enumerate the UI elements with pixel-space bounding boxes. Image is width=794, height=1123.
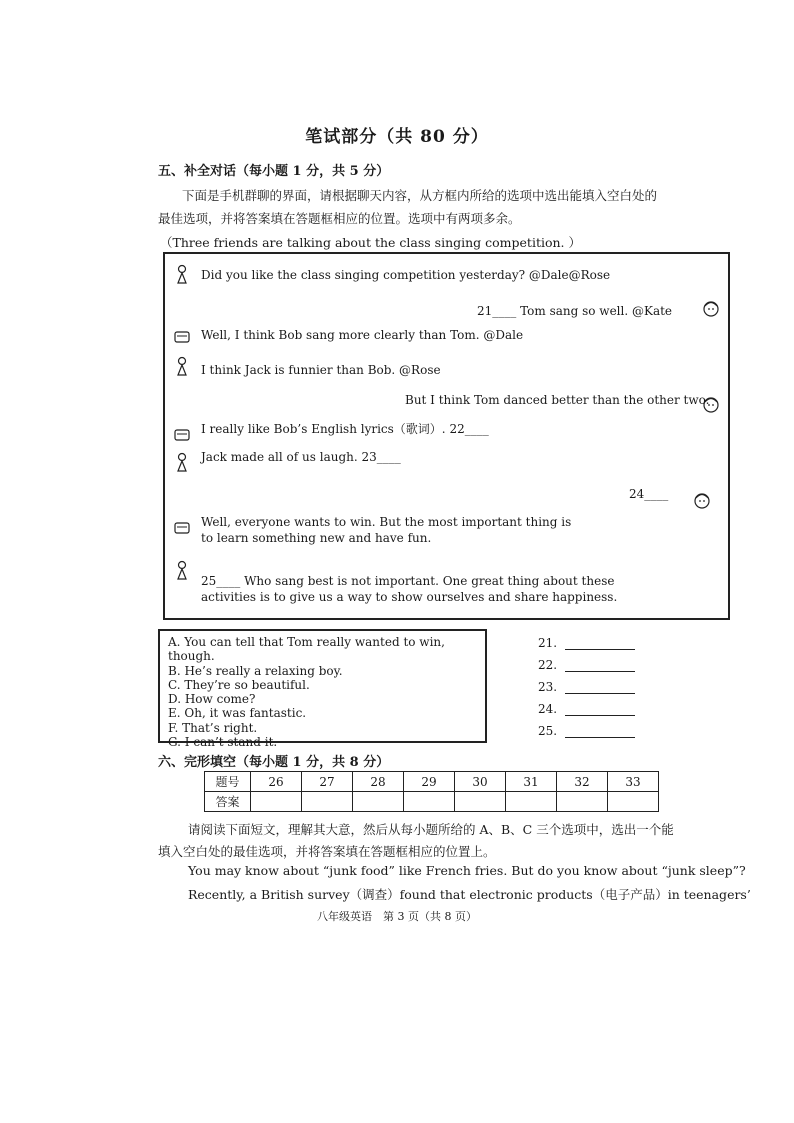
answer-label: 23. [538, 680, 558, 694]
option-d: D. How come? [168, 692, 256, 707]
section-6-instruction-line-2: 填入空白处的最佳选项，并将答案填在答题框相应的位置上。 [158, 844, 496, 859]
grid-row-head: 答案 [205, 792, 251, 812]
grid-number: 26 [251, 772, 302, 792]
answer-row-24 [538, 702, 635, 716]
answer-blank-23[interactable] [565, 693, 635, 694]
option-a: A. You can tell that Tom really wanted to win, though. [168, 635, 445, 664]
option-c: C. They’re so beautiful. [168, 677, 310, 692]
person-dale-icon [173, 326, 191, 346]
chat-message: Well, I think Bob sang more clearly than Tom. @Dale [201, 328, 524, 342]
chat-message: Well, everyone wants to win. But the most important thing is [201, 515, 572, 529]
page-footer: 八年级英语 第 3 页（共 8 页） [317, 910, 477, 923]
grid-answer-cell[interactable] [353, 792, 404, 812]
grid-number: 27 [302, 772, 353, 792]
chat-message: Jack made all of us laugh. 23____ [201, 450, 401, 464]
chat-message: 25____ Who sang best is not important. One great thing about these [201, 574, 615, 588]
grid-number: 30 [455, 772, 506, 792]
person-kate-icon [693, 490, 711, 510]
page-title: 笔试部分（共 80 分） [305, 127, 489, 147]
answer-row-22 [538, 658, 635, 672]
chat-message: But I think Tom danced better than the other two. [405, 393, 710, 407]
chat-box [163, 252, 730, 620]
chat-message: I really like Bob’s English lyrics（歌词）. 22____ [201, 422, 489, 436]
answer-label: 22. [538, 658, 558, 672]
section-5-heading: 五、补全对话（每小题 1 分，共 5 分） [158, 164, 390, 179]
section-5-context: （Three friends are talking about the class singing competition. ） [160, 235, 581, 250]
answer-label: 24. [538, 702, 558, 716]
option-b: B. He’s really a relaxing boy. [168, 663, 343, 678]
grid-answer-cell[interactable] [455, 792, 506, 812]
chat-message: 21____ Tom sang so well. @Kate [477, 304, 673, 318]
answer-blank-24[interactable] [565, 715, 635, 716]
answer-row-23 [538, 680, 635, 694]
grid-number: 28 [353, 772, 404, 792]
chat-message: I think Jack is funnier than Bob. @Rose [201, 363, 441, 377]
answer-row-21 [538, 636, 635, 650]
answer-blank-25[interactable] [565, 737, 635, 738]
answer-grid [204, 771, 659, 812]
answer-blank-21[interactable] [565, 649, 635, 650]
grid-answer-cell[interactable] [608, 792, 659, 812]
person-rose-icon [173, 264, 191, 284]
grid-answer-cell[interactable] [302, 792, 353, 812]
chat-message: 24____ [629, 487, 669, 501]
section-5-instruction-line-1: 下面是手机群聊的界面，请根据聊天内容，从方框内所给的选项中选出能填入空白处的 [182, 188, 658, 203]
person-rose-icon [173, 560, 191, 580]
person-rose-icon [173, 452, 191, 472]
options-box [158, 629, 487, 750]
grid-answer-cell[interactable] [404, 792, 455, 812]
option-e: E. Oh, it was fantastic. [168, 706, 307, 721]
passage-line-1: You may know about “junk food” like French fries. But do you know about “junk sleep”? [188, 863, 746, 878]
passage-line-2: Recently, a British survey（调查）found that electronic products（电子产品）in teenagers’ [188, 887, 751, 902]
grid-answer-cell[interactable] [506, 792, 557, 812]
answer-blank-22[interactable] [565, 671, 635, 672]
person-dale-icon [173, 424, 191, 444]
grid-row-head: 题号 [205, 772, 251, 792]
grid-number: 29 [404, 772, 455, 792]
grid-number: 31 [506, 772, 557, 792]
person-kate-icon [702, 298, 720, 318]
grid-answer-cell[interactable] [557, 792, 608, 812]
grid-number: 33 [608, 772, 659, 792]
chat-message: activities is to give us a way to show ourselves and share happiness. [201, 590, 618, 604]
answer-row-25 [538, 724, 635, 738]
section-6-instruction-line-1: 请阅读下面短文，理解其大意，然后从每小题所给的 A、B、C 三个选项中，选出一个能 [188, 822, 674, 837]
chat-message: to learn something new and have fun. [201, 531, 432, 545]
section-6-heading: 六、完形填空（每小题 1 分，共 8 分） [158, 755, 390, 770]
option-g: G. I can’t stand it. [168, 735, 278, 750]
answer-label: 21. [538, 636, 558, 650]
option-f: F. That’s right. [168, 720, 258, 735]
person-dale-icon [173, 517, 191, 537]
answer-label: 25. [538, 724, 558, 738]
section-5-instruction-line-2: 最佳选项，并将答案填在答题框相应的位置。选项中有两项多余。 [158, 211, 521, 226]
grid-number: 32 [557, 772, 608, 792]
person-rose-icon [173, 356, 191, 376]
chat-message: Did you like the class singing competition yesterday? @Dale@Rose [201, 268, 611, 282]
grid-answer-cell[interactable] [251, 792, 302, 812]
